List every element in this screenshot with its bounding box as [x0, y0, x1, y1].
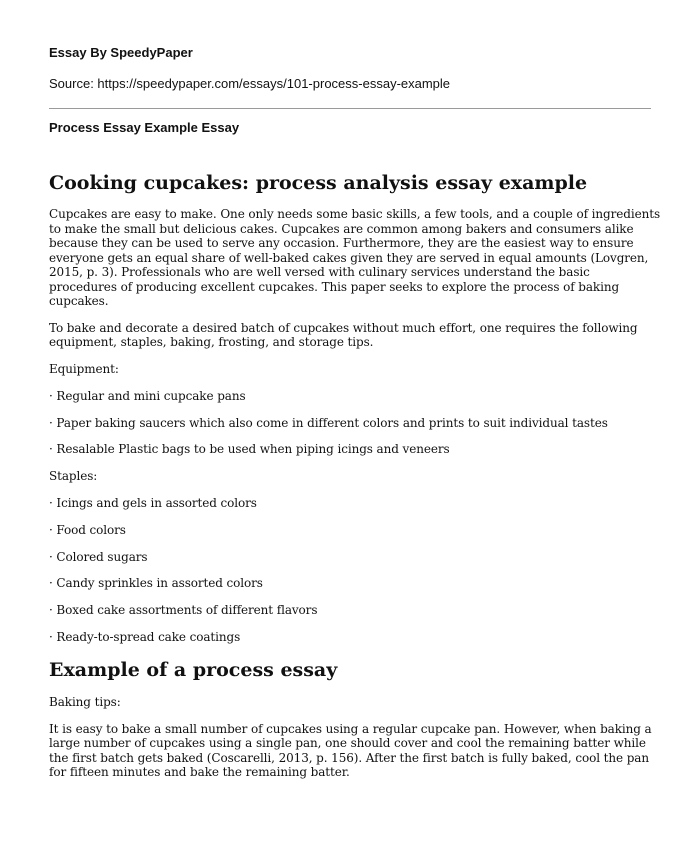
- list-item: · Paper baking saucers which also come in different colors and prints to suit individual tastes: [49, 415, 608, 430]
- header-divider: [49, 108, 651, 109]
- list-item: · Resalable Plastic bags to be used when piping icings and veneers: [49, 442, 450, 457]
- requirements-paragraph: To bake and decorate a desired batch of cupcakes without much effort, one requires the following equipment, staples, baking, frosting, and storage tips.: [49, 320, 638, 350]
- baking-label: Baking tips:: [49, 694, 121, 709]
- list-item: · Regular and mini cupcake pans: [49, 388, 246, 403]
- brand-title: Essay By SpeedyPaper: [49, 45, 193, 60]
- list-item: · Ready-to-spread cake coatings: [49, 630, 241, 645]
- list-item: · Boxed cake assortments of different flavors: [49, 603, 318, 618]
- essay-heading: Cooking cupcakes: process analysis essay example: [49, 172, 588, 194]
- list-item: · Food colors: [49, 522, 126, 537]
- list-item: · Colored sugars: [49, 549, 148, 564]
- essay-body: [49, 170, 660, 792]
- list-item: · Candy sprinkles in assorted colors: [49, 576, 263, 591]
- staples-list: [49, 496, 660, 644]
- list-item: · Icings and gels in assorted colors: [49, 496, 257, 511]
- document-title: Process Essay Example Essay: [49, 120, 240, 135]
- staples-label: Staples:: [49, 469, 98, 484]
- page-header: [49, 44, 659, 92]
- baking-paragraph: It is easy to bake a small number of cupcakes using a regular cupcake pan. However, when baking a large number of cupcakes using a single pan, one should cover and cool the remaining batter while the first batch gets baked (Coscarelli, 2013, p. 156). After the first batch is fully baked, cool the pan for fifteen minutes and bake the remaining batter.: [49, 721, 652, 780]
- source-line: Source: https://speedypaper.com/essays/101-process-essay-example: [49, 76, 451, 91]
- equipment-list: [49, 389, 660, 457]
- equipment-label: Equipment:: [49, 362, 119, 377]
- section-heading: Example of a process essay: [49, 658, 338, 681]
- intro-paragraph: Cupcakes are easy to make. One only needs some basic skills, a few tools, and a couple of ingredients to make the small but delicious cakes. Cupcakes are common among bakers and consumers alike because they can be used to serve any occasion. Furthermore, they are the easiest way to ensure everyone gets an equal share of well-baked cakes given they are served in equal amounts (Lovgren, 2015, p. 3). Professionals who are well versed with culinary services understand the basic procedures of producing excellent cupcakes. This paper seeks to explore the process of baking cupcakes.: [49, 207, 661, 308]
